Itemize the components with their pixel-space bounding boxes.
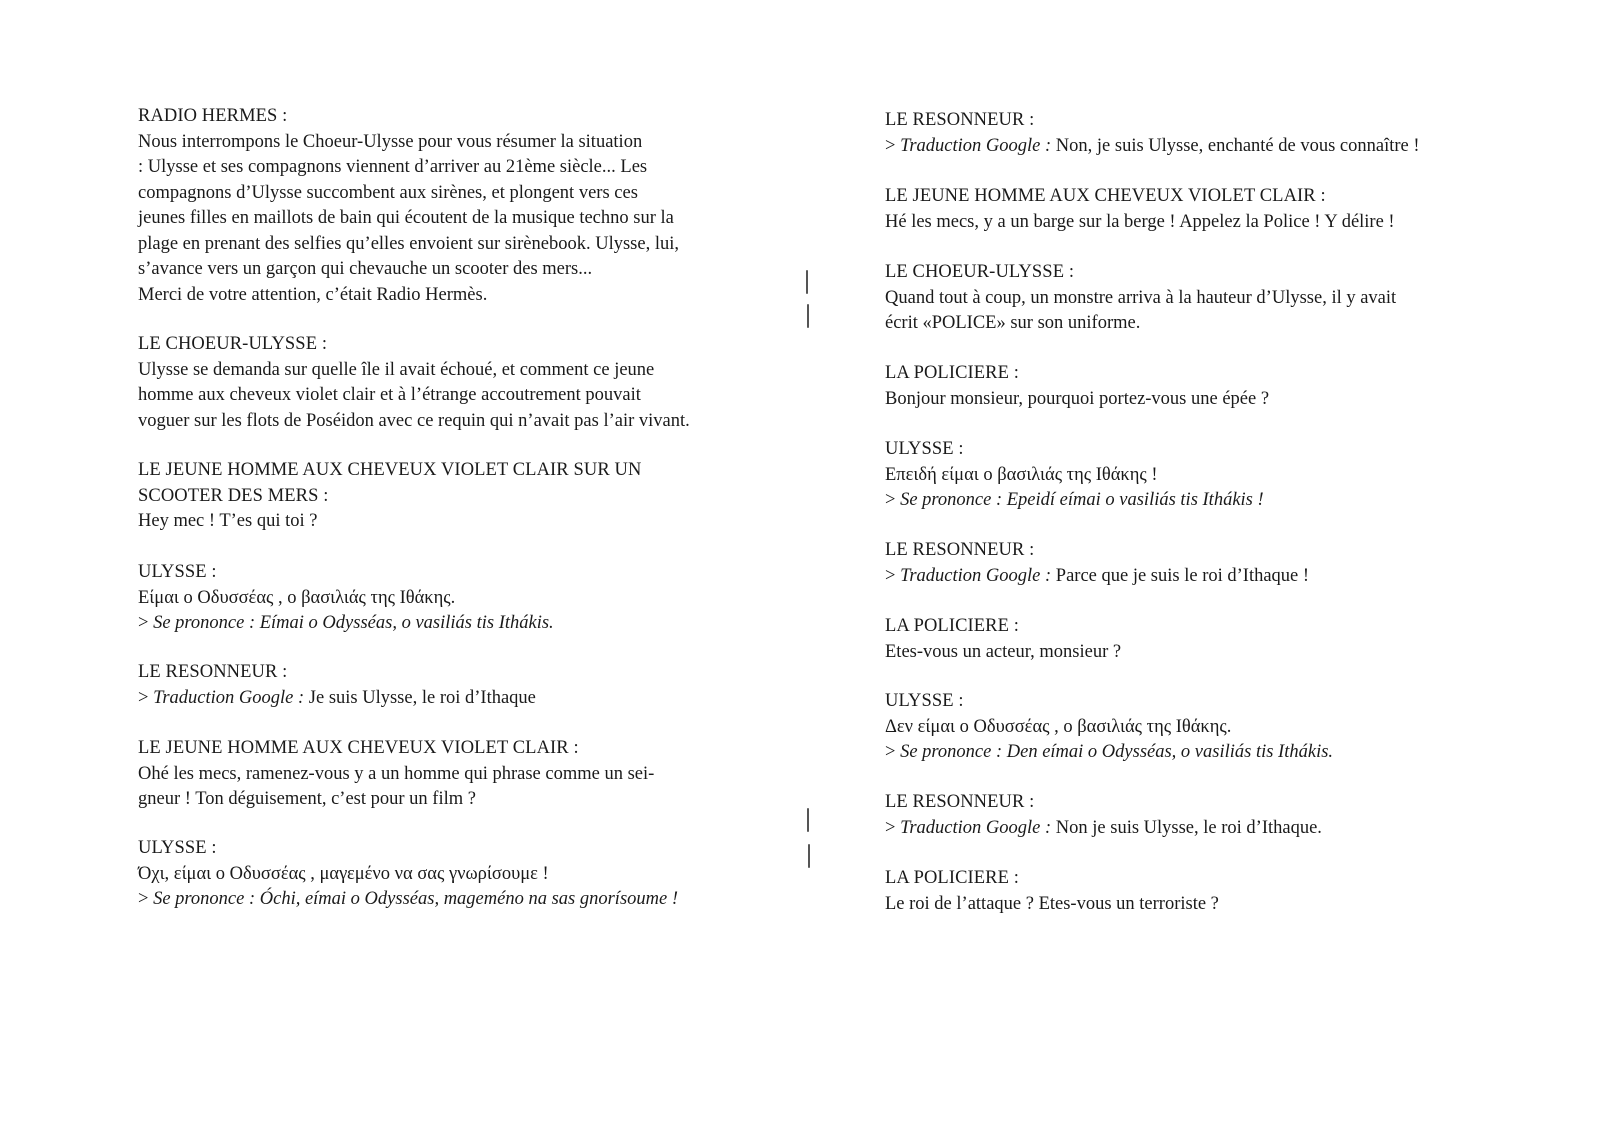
dialogue-block (885, 614, 1525, 665)
dialogue-line: s’avance vers un garçon qui chevauche un scooter des mers... (138, 259, 593, 279)
speaker-name: RADIO HERMES : (138, 106, 288, 126)
speaker-name: LE CHOEUR-ULYSSE : (885, 262, 1075, 282)
dialogue-line: Etes-vous un acteur, monsieur ? (885, 641, 1122, 662)
translation-line: > Traduction Google : Non je suis Ulysse, le roi d’Ithaque. (885, 817, 1322, 838)
speaker-name: LE CHOEUR-ULYSSE : (138, 334, 328, 354)
dialogue-block (885, 361, 1525, 412)
dialogue-line: Ulysse se demanda sur quelle île il avait échoué, et comment ce jeune (138, 359, 655, 380)
dialogue-block (885, 108, 1525, 159)
dialogue-block (138, 458, 758, 535)
dialogue-block (138, 836, 758, 913)
greek-line: Δεν είμαι ο Οδυσσέας , ο βασιλιάς της Ιθάκης. (885, 716, 1232, 737)
dialogue-block (885, 790, 1525, 841)
dialogue-block (885, 866, 1525, 917)
fold-mark (806, 270, 808, 294)
dialogue-block (138, 332, 758, 434)
speaker-name: ULYSSE : (885, 439, 964, 459)
dialogue-line: Le roi de l’attaque ? Etes-vous un terroriste ? (885, 893, 1219, 914)
dialogue-line: Bonjour monsieur, pourquoi portez-vous une épée ? (885, 388, 1270, 409)
pronunciation-line: > Se prononce : Eímai o Odysséas, o vasiliás tis Ithákis. (138, 613, 554, 633)
dialogue-block (885, 260, 1525, 337)
speaker-name: LE RESONNEUR : (885, 540, 1035, 560)
dialogue-line: gneur ! Ton déguisement, c’est pour un film ? (138, 789, 476, 809)
dialogue-block (885, 538, 1525, 589)
dialogue-line: Ohé les mecs, ramenez-vous y a un homme qui phrase comme un sei- (138, 763, 655, 784)
speaker-name: LE JEUNE HOMME AUX CHEVEUX VIOLET CLAIR SUR UN (138, 460, 642, 480)
dialogue-line: écrit «POLICE» sur son uniforme. (885, 313, 1141, 333)
fold-mark (808, 844, 810, 868)
speaker-name: LE RESONNEUR : (138, 662, 288, 682)
speaker-name: LE RESONNEUR : (885, 792, 1035, 812)
pronunciation-line: > Se prononce : Den eímai o Odysséas, o vasiliás tis Ithákis. (885, 742, 1334, 762)
dialogue-line: : Ulysse et ses compagnons viennent d’arriver au 21ème siècle... Les (138, 157, 648, 177)
dialogue-line: compagnons d’Ulysse succombent aux sirènes, et plongent vers ces (138, 182, 638, 203)
dialogue-line: Quand tout à coup, un monstre arriva à la hauteur d’Ulysse, il y avait (885, 287, 1397, 308)
dialogue-line: Hé les mecs, y a un barge sur la berge ! Appelez la Police ! Y délire ! (885, 211, 1395, 232)
translation-line: > Traduction Google : Je suis Ulysse, le roi d’Ithaque (138, 687, 536, 708)
dialogue-line: homme aux cheveux violet clair et à l’étrange accoutrement pouvait (138, 385, 641, 405)
translation-line: > Traduction Google : Non, je suis Ulysse, enchanté de vous connaître ! (885, 135, 1420, 156)
speaker-name: LE JEUNE HOMME AUX CHEVEUX VIOLET CLAIR : (885, 186, 1326, 206)
dialogue-line: Merci de votre attention, c’était Radio Hermès. (138, 284, 488, 305)
dialogue-block (138, 660, 758, 711)
speaker-name: LA POLICIERE : (885, 868, 1019, 888)
dialogue-block (138, 104, 758, 308)
translation-line: > Traduction Google : Parce que je suis le roi d’Ithaque ! (885, 565, 1310, 586)
dialogue-line: jeunes filles en maillots de bain qui écoutent de la musique techno sur la (138, 208, 674, 228)
fold-mark (807, 304, 809, 328)
dialogue-block (138, 736, 758, 813)
dialogue-line: plage en prenant des selfies qu’elles envoient sur sirènebook. Ulysse, lui, (138, 233, 679, 254)
speaker-name: LE JEUNE HOMME AUX CHEVEUX VIOLET CLAIR : (138, 738, 579, 758)
speaker-name: LA POLICIERE : (885, 363, 1019, 383)
speaker-name: ULYSSE : (885, 691, 964, 711)
dialogue-block (885, 184, 1525, 235)
fold-mark (807, 808, 809, 832)
greek-line: Όχι, είμαι ο Οδυσσέας , μαγεμένο να σας γνωρίσουμε ! (138, 863, 549, 884)
pronunciation-line: > Se prononce : Epeidí eímai o vasiliás tis Ithákis ! (885, 490, 1264, 510)
dialogue-block (138, 560, 758, 637)
dialogue-line: Nous interrompons le Choeur-Ulysse pour vous résumer la situation (138, 131, 643, 152)
speaker-name-continued: SCOOTER DES MERS : (138, 485, 329, 506)
pronunciation-line: > Se prononce : Óchi, eímai o Odysséas, mageméno na sas gnorísoume ! (138, 889, 678, 909)
greek-line: Είμαι ο Οδυσσέας , ο βασιλιάς της Ιθάκης. (138, 587, 456, 608)
speaker-name: LE RESONNEUR : (885, 110, 1035, 130)
speaker-name: ULYSSE : (138, 562, 217, 582)
greek-line: Επειδή είμαι ο βασιλιάς της Ιθάκης ! (885, 464, 1158, 485)
speaker-name: LA POLICIERE : (885, 616, 1019, 636)
dialogue-line: Hey mec ! T’es qui toi ? (138, 511, 318, 531)
dialogue-line: voguer sur les flots de Poséidon avec ce requin qui n’avait pas l’air vivant. (138, 410, 690, 431)
dialogue-block (885, 689, 1525, 766)
dialogue-block (885, 437, 1525, 514)
speaker-name: ULYSSE : (138, 838, 217, 858)
